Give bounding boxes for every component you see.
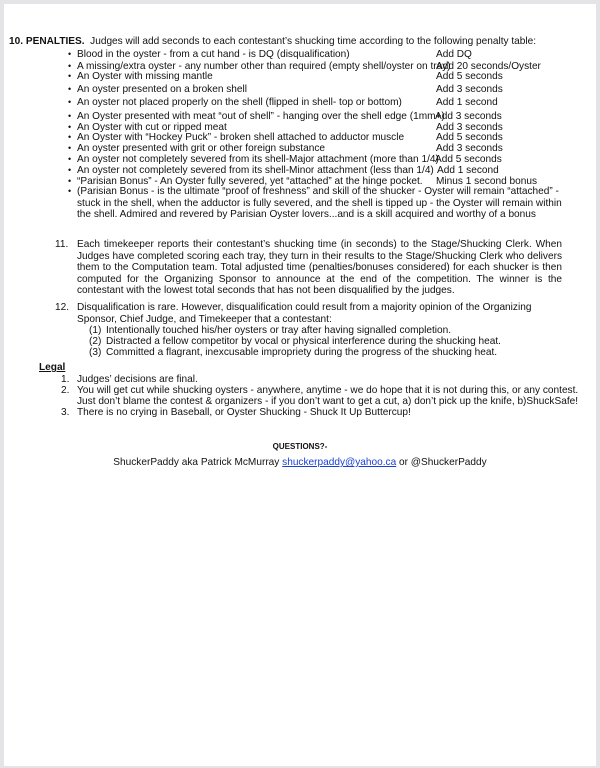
penalty-description: An oyster not completely severed from its shell-Minor attachment (less than 1/4) [77, 165, 434, 176]
penalty-description: An Oyster presented with meat “out of shell” - hanging over the shell edge (1mm+) [77, 111, 445, 122]
contact-name: ShuckerPaddy aka Patrick McMurray [113, 457, 283, 468]
penalty-description: An oyster presented with grit or other foreign substance [77, 143, 325, 154]
document-page [4, 4, 596, 766]
penalty-row [4, 97, 596, 109]
disqualification-item-text: Distracted a fellow competitor by vocal or physical interference during the shucking heat. [106, 336, 501, 347]
parisian-note-text: (Parisian Bonus - is the ultimate “proof of freshness” and skill of the shucker - Oyster will remain “attached” - stuck in the shell, when the adductor is fully severed, and the shell is tipped up - the Oyster will remain within the shell. Admired and revered by Parisian Oyster lovers...and is a skill acquired and worthy of a bonus [77, 186, 562, 221]
bullet-icon: • [68, 49, 72, 59]
section-11-text: Each timekeeper reports their contestant’s shucking time (in seconds) to the Stage/Shucking Clerk. When Judges have completed scoring each tray, they turn in their results to the Stage/Shucking Clerk who delivers them to the Computation team. Total adjusted time (penalties/bonuses considered) for each shucker is then computed for the Organizing Sponsor to announce at the end of the competition. The winner is the contestant with the lowest total seconds that has not been disqualified by the judges. [77, 239, 562, 297]
bullet-icon: • [68, 84, 72, 94]
contact-line [4, 457, 596, 469]
penalty-amount: Minus 1 second bonus [436, 176, 538, 187]
penalty-description: Blood in the oyster - from a cut hand - is DQ (disqualification) [77, 49, 350, 60]
penalty-amount: Add 3 seconds [436, 84, 503, 95]
bullet-icon: • [68, 61, 72, 71]
penalty-amount: Add 3 seconds [436, 143, 503, 154]
section-10-number: 10. [9, 36, 24, 47]
section-10-title: PENALTIES. [25, 36, 85, 47]
legal-heading: Legal [39, 362, 66, 373]
disqualification-item-number: (1) [89, 325, 102, 336]
penalty-description: An oyster not completely severed from its shell-Major attachment (more than 1/4) [77, 154, 439, 165]
legal-item-number: 2. [61, 385, 70, 396]
penalty-amount: Add DQ [436, 49, 472, 60]
bullet-icon: • [68, 186, 72, 196]
bullet-icon: • [68, 165, 72, 175]
penalty-amount: Add 1 second [436, 97, 498, 108]
bullet-icon: • [68, 132, 72, 142]
penalty-description: A missing/extra oyster - any number other than required (empty shell/oyster on tray) [77, 61, 451, 72]
penalty-amount: Add 5 seconds [436, 132, 503, 143]
penalty-amount: Add 3 seconds [436, 122, 503, 133]
questions-heading: QUESTIONS?- [272, 442, 328, 451]
bullet-icon: • [68, 111, 72, 121]
section-10-intro: Judges will add seconds to each contestant’s shucking time according to the following penalty table: [90, 36, 537, 47]
legal-item-text: You will get cut while shucking oysters - anywhere, anytime - we do hope that it is not during this, or any contest. [77, 385, 579, 396]
legal-item-number: 1. [61, 374, 70, 385]
penalty-description: “Parisian Bonus” - An Oyster fully severed, yet “attached” at the hinge pocket. [77, 176, 423, 187]
penalty-amount: Add 5 seconds [435, 154, 502, 165]
legal-item-text: Judges’ decisions are final. [77, 374, 198, 385]
penalty-description: An Oyster with cut or ripped meat [77, 122, 227, 133]
contact-handle: or @ShuckerPaddy [396, 457, 487, 468]
section-10-heading [9, 36, 536, 48]
section-12-number: 12. [55, 302, 70, 313]
bullet-icon: • [68, 176, 72, 186]
penalty-description: An Oyster with “Hockey Puck” - broken shell attached to adductor muscle [77, 132, 405, 143]
penalty-description: An oyster not placed properly on the shell (flipped in shell- top or bottom) [77, 97, 402, 108]
penalty-amount: Add 5 seconds [436, 71, 503, 82]
legal-item-number: 3. [61, 407, 70, 418]
legal-item-text: Just don’t blame the contest & organizers - if you don’t want to get a cut, a) don’t pick up the knife, b)ShuckSafe! [77, 396, 579, 407]
email-link[interactable]: shuckerpaddy@yahoo.ca [282, 457, 397, 468]
bullet-icon: • [68, 154, 72, 164]
parisian-note [4, 186, 596, 222]
bullet-icon: • [68, 122, 72, 132]
bullet-icon: • [68, 71, 72, 81]
penalty-description: An oyster presented on a broken shell [77, 84, 248, 95]
disqualification-item-text: Committed a flagrant, inexcusable impropriety during the progress of the shucking heat. [106, 347, 498, 358]
section-12-text: Disqualification is rare. However, disqualification could result from a majority opinion of the Organizing Sponsor, Chief Judge, and Timekeeper that a contestant: [77, 302, 532, 325]
penalty-amount: Add 20 seconds/Oyster [436, 61, 541, 72]
penalty-row [4, 71, 596, 83]
bullet-icon: • [68, 143, 72, 153]
bullet-icon: • [68, 97, 72, 107]
disqualification-item-number: (3) [89, 347, 102, 358]
section-11-number: 11. [55, 239, 69, 250]
legal-item-text: There is no crying in Baseball, or Oyster Shucking - Shuck It Up Buttercup! [77, 407, 411, 418]
disqualification-item-text: Intentionally touched his/her oysters or tray after having signalled completion. [106, 325, 452, 336]
penalty-amount: Add 3 seconds [435, 111, 502, 122]
penalty-row [4, 84, 596, 96]
disqualification-item-number: (2) [89, 336, 102, 347]
penalty-description: An Oyster with missing mantle [77, 71, 213, 82]
penalty-amount: Add 1 second [437, 165, 499, 176]
penalty-row [4, 49, 596, 61]
